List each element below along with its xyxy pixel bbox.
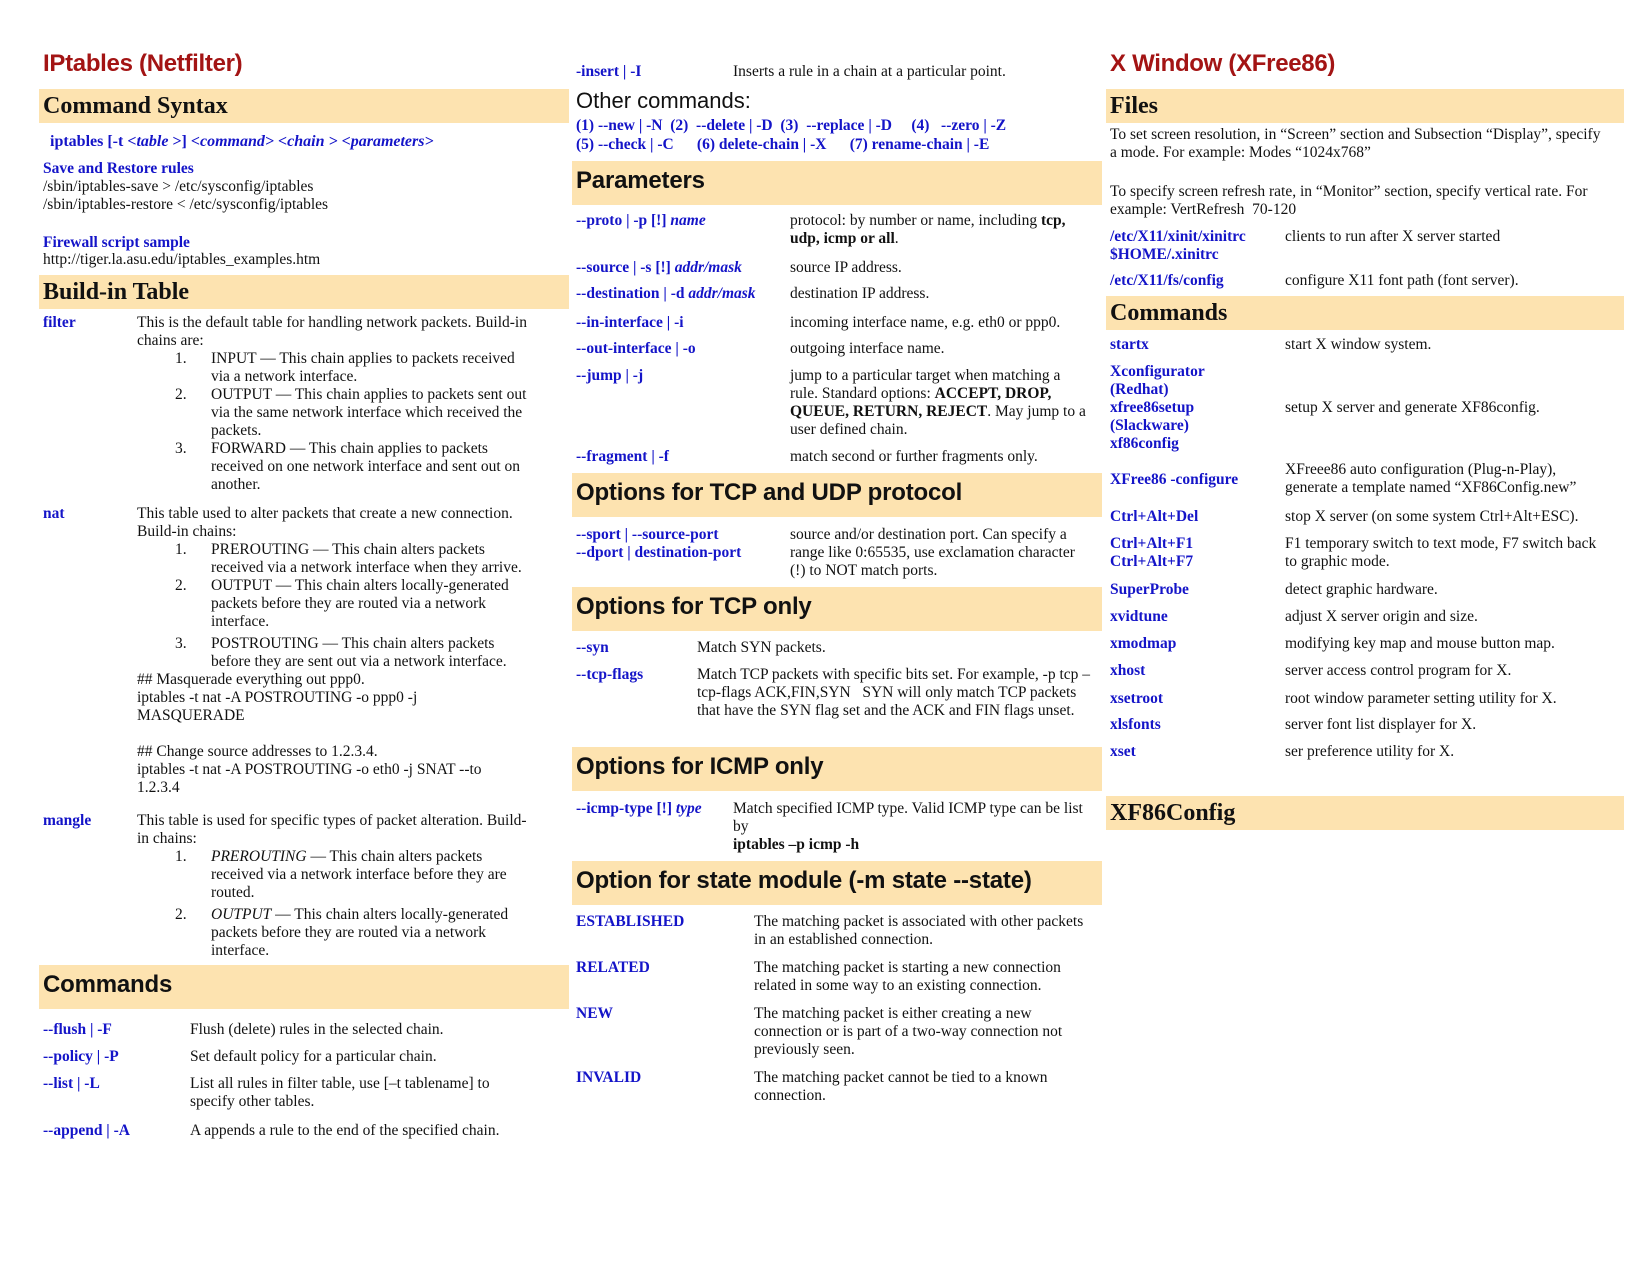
command-key: --flush | -F <box>43 1021 112 1038</box>
list-number: 3. <box>175 440 187 457</box>
xcommand-desc: server access control program for X. <box>1285 662 1512 679</box>
table-key-nat: nat <box>43 505 65 522</box>
option-desc: Match SYN packets. <box>697 639 826 656</box>
option-key-arg: type <box>675 800 702 817</box>
param-desc-bold: ACCEPT, DROP, QUEUE, RETURN, REJECT <box>790 385 1052 420</box>
nat-description <box>137 505 537 797</box>
other-commands-line: (5) --check | -C (6) delete-chain | -X (7) rename-chain | -E <box>576 136 990 153</box>
param-desc-text: protocol: by number or name, including <box>790 212 1041 229</box>
option-key <box>576 800 702 818</box>
mangle-chain-list <box>137 848 537 960</box>
param-key <box>576 285 756 303</box>
xcommand-desc: ser preference utility for X. <box>1285 743 1455 760</box>
chain-text: — This chain alters packets received via a network interface when they arrive. <box>211 541 522 576</box>
param-key-text: --proto | -p [!] <box>576 212 671 229</box>
save-restore-label: Save and Restore rules <box>43 160 194 177</box>
param-desc: match second or further fragments only. <box>790 448 1038 465</box>
command-desc: Set default policy for a particular chain. <box>190 1048 437 1065</box>
nat-example-comment: ## Change source addresses to 1.2.3.4. <box>137 743 378 760</box>
xcommand-desc: root window parameter setting utility for X. <box>1285 690 1557 707</box>
chain-text: — This chain alters locally-generated packets before they are routed via a network interface. <box>211 577 509 630</box>
xcommand-desc: XFreee86 auto configuration (Plug-n-Play), generate a template named “XF86Config.new” <box>1285 461 1577 496</box>
xcommand-desc: setup X server and generate XF86config. <box>1285 399 1540 416</box>
nat-example-comment: ## Masquerade everything out ppp0. <box>137 671 365 688</box>
syntax-part-table: <table <box>127 133 169 150</box>
state-desc: The matching packet is associated with other packets in an established connection. <box>754 913 1084 948</box>
command-key: --policy | -P <box>43 1048 119 1065</box>
param-key: --in-interface | -i <box>576 314 684 331</box>
chain-name: OUTPUT <box>211 386 272 403</box>
param-key: --jump | -j <box>576 367 644 384</box>
filter-description <box>137 314 537 494</box>
param-desc <box>790 367 1090 439</box>
param-desc: destination IP address. <box>790 285 930 302</box>
mangle-description <box>137 812 537 960</box>
list-item <box>137 440 537 494</box>
param-key <box>576 259 742 277</box>
option-desc: source and/or destination port. Can specify a range like 0:65535, use exclamation character (!) to NOT match ports. <box>790 526 1075 579</box>
xcommand-key: xset <box>1110 743 1136 760</box>
option-key-line: --dport | destination-port <box>576 544 742 561</box>
icmp-help-command: iptables –p icmp -h <box>733 836 860 853</box>
xcommand-desc: stop X server (on some system Ctrl+Alt+ESC). <box>1285 508 1579 525</box>
xcommand-key: Xconfigurator (Redhat) xfree86setup (Slackware) xf86config <box>1110 363 1205 452</box>
param-key <box>576 212 706 230</box>
list-item <box>137 541 537 577</box>
firewall-script-url[interactable]: http://tiger.la.asu.edu/iptables_examples.htm <box>43 251 321 268</box>
param-desc-end: . <box>894 230 899 247</box>
option-desc: Match TCP packets with specific bits set. For example, -p tcp –tcp-flags ACK,FIN,SYN SYN will only match TCP packets that have the SYN flag set and the ACK and FIN flags unset. <box>697 666 1091 719</box>
command-syntax-heading: Command Syntax <box>39 89 569 123</box>
xcommand-key: SuperProbe <box>1110 581 1189 598</box>
chain-text: — This chain applies to packets received via a network interface. <box>211 350 515 385</box>
xcommand-key: Ctrl+Alt+F1 Ctrl+Alt+F7 <box>1110 535 1194 570</box>
table-key-filter: filter <box>43 314 76 331</box>
param-desc: outgoing interface name. <box>790 340 945 357</box>
files-paragraph: To set screen resolution, in “Screen” section and Subsection “Display”, specify a mode. For example: Modes “1024x768” <box>1110 126 1601 161</box>
xcommand-desc: F1 temporary switch to text mode, F7 switch back to graphic mode. <box>1285 535 1597 570</box>
xcommand-key: xlsfonts <box>1110 716 1161 733</box>
xwindow-title: X Window (XFree86) <box>1110 50 1336 77</box>
param-key-arg: addr/mask <box>688 285 756 302</box>
chain-name: PREROUTING <box>211 848 307 865</box>
chain-name: INPUT <box>211 350 257 367</box>
xcommand-desc: modifying key map and mouse button map. <box>1285 635 1555 652</box>
commands-heading: Commands <box>39 965 569 1009</box>
xcommand-key: startx <box>1110 336 1149 353</box>
chain-text: — This chain alters packets received via a network interface before they are routed. <box>211 848 507 901</box>
firewall-script-label: Firewall script sample <box>43 234 190 251</box>
param-desc-text: jump to a particular target when matching a rule. Standard options: <box>790 367 1061 402</box>
state-key: INVALID <box>576 1069 642 1086</box>
command-desc: List all rules in filter table, use [–t tablename] to specify other tables. <box>190 1075 490 1110</box>
xf86config-heading: XF86Config <box>1106 796 1624 830</box>
xcommand-key: xsetroot <box>1110 690 1164 707</box>
option-key <box>576 526 741 562</box>
list-number: 1. <box>175 541 187 558</box>
xcommand-key: Ctrl+Alt+Del <box>1110 508 1199 525</box>
list-number: 3. <box>175 635 187 652</box>
syntax-part-chain: <chain > <box>278 133 338 150</box>
mangle-desc-text: This table is used for specific types of packet alteration. Build-in chains: <box>137 812 527 847</box>
param-desc <box>790 212 1090 248</box>
nat-example-command: iptables -t nat -A POSTROUTING -o eth0 -j SNAT --to 1.2.3.4 <box>137 761 482 796</box>
xcommand-desc: adjust X server origin and size. <box>1285 608 1478 625</box>
chain-text: — This chain applies to packets sent out via the same network interface which received the packets. <box>211 386 527 439</box>
list-item <box>137 350 537 386</box>
option-key: --tcp-flags <box>576 666 644 683</box>
parameters-heading: Parameters <box>572 161 1102 205</box>
build-in-table-heading: Build-in Table <box>39 275 569 309</box>
chain-name: POSTROUTING <box>211 635 319 652</box>
command-key: --append | -A <box>43 1122 130 1139</box>
file-desc: configure X11 font path (font server). <box>1285 272 1519 289</box>
list-item <box>137 577 537 631</box>
state-desc: The matching packet is starting a new connection related in some way to an existing connection. <box>754 959 1061 994</box>
other-commands-line: (1) --new | -N (2) --delete | -D (3) --replace | -D (4) --zero | -Z <box>576 117 1007 134</box>
nat-chain-list <box>137 541 537 671</box>
param-key-arg: name <box>670 212 706 229</box>
file-desc: clients to run after X server started <box>1285 228 1501 245</box>
command-key: --list | -L <box>43 1075 100 1092</box>
state-desc: The matching packet cannot be tied to a known connection. <box>754 1069 1048 1104</box>
xcommand-desc: server font list displayer for X. <box>1285 716 1477 733</box>
param-key: --out-interface | -o <box>576 340 696 357</box>
option-desc-text: Match specified ICMP type. Valid ICMP type can be list by <box>733 800 1083 835</box>
list-number: 1. <box>175 350 187 367</box>
command-desc: Flush (delete) rules in the selected chain. <box>190 1021 444 1038</box>
option-key-text: --icmp-type [!] <box>576 800 676 817</box>
option-desc <box>733 800 1095 854</box>
tcp-udp-heading: Options for TCP and UDP protocol <box>572 473 1102 517</box>
save-command: /sbin/iptables-save > /etc/sysconfig/iptables <box>43 178 314 195</box>
command-desc: A appends a rule to the end of the specified chain. <box>190 1122 500 1139</box>
syntax-part: >] <box>168 133 191 150</box>
table-key-mangle: mangle <box>43 812 92 829</box>
file-path: /etc/X11/fs/config <box>1110 272 1224 289</box>
syntax-line <box>50 133 434 151</box>
param-key-text: --source | -s [!] <box>576 259 675 276</box>
filter-desc-text: This is the default table for handling network packets. Build-in chains are: <box>137 314 527 349</box>
xcommand-key: xmodmap <box>1110 635 1177 652</box>
list-number: 2. <box>175 386 187 403</box>
list-item <box>137 386 537 440</box>
syntax-part: iptables [-t <box>50 133 128 150</box>
list-number: 1. <box>175 848 187 865</box>
restore-command: /sbin/iptables-restore < /etc/sysconfig/iptables <box>43 196 329 213</box>
option-key: --syn <box>576 639 609 656</box>
state-desc: The matching packet is either creating a new connection or is part of a two-way connection not previously seen. <box>754 1005 1063 1058</box>
command-key: -insert | -I <box>576 63 642 80</box>
xcommand-desc: start X window system. <box>1285 336 1432 353</box>
param-desc-end: . May jump to a user defined chain. <box>790 403 1086 438</box>
xcommand-key: XFree86 -configure <box>1110 471 1239 488</box>
state-key: ESTABLISHED <box>576 913 685 930</box>
syntax-part-parameters: <parameters> <box>341 133 434 150</box>
iptables-title: IPtables (Netfilter) <box>43 50 243 77</box>
list-number: 2. <box>175 577 187 594</box>
param-key-arg: addr/mask <box>674 259 742 276</box>
option-key-line: --sport | --source-port <box>576 526 719 543</box>
chain-text: — This chain applies to packets received on one network interface and sent out on another. <box>211 440 521 493</box>
tcp-only-heading: Options for TCP only <box>572 587 1102 631</box>
chain-name: PREROUTING <box>211 541 310 558</box>
file-path: /etc/X11/xinit/xinitrc $HOME/.xinitrc <box>1110 228 1246 263</box>
other-commands-heading: Other commands: <box>576 88 751 113</box>
param-desc: incoming interface name, e.g. eth0 or ppp0. <box>790 314 1061 331</box>
state-module-heading: Option for state module (-m state --state) <box>572 861 1102 905</box>
icmp-only-heading: Options for ICMP only <box>572 747 1102 791</box>
files-paragraph: To specify screen refresh rate, in “Monitor” section, specify vertical rate. For example: VertRefresh 70-120 <box>1110 183 1592 218</box>
xcommands-heading: Commands <box>1106 296 1624 330</box>
list-number: 2. <box>175 906 187 923</box>
chain-name: FORWARD <box>211 440 286 457</box>
filter-chain-list <box>137 350 537 494</box>
list-item <box>137 635 537 671</box>
param-desc-bold: tcp, udp, icmp or all <box>790 212 1066 247</box>
xcommand-desc: detect graphic hardware. <box>1285 581 1438 598</box>
state-key: RELATED <box>576 959 650 976</box>
xcommand-key: xvidtune <box>1110 608 1168 625</box>
command-desc: Inserts a rule in a chain at a particular point. <box>733 63 1006 80</box>
chain-name: OUTPUT <box>211 906 272 923</box>
nat-example-command: iptables -t nat -A POSTROUTING -o ppp0 -j MASQUERADE <box>137 689 418 724</box>
chain-name: OUTPUT <box>211 577 272 594</box>
state-key: NEW <box>576 1005 614 1022</box>
chain-text: — This chain alters packets before they are sent out via a network interface. <box>211 635 507 670</box>
list-item <box>137 906 537 960</box>
param-key: --fragment | -f <box>576 448 669 465</box>
nat-desc-text: This table used to alter packets that create a new connection. Build-in chains: <box>137 505 513 540</box>
xcommand-key: xhost <box>1110 662 1146 679</box>
param-desc: source IP address. <box>790 259 902 276</box>
list-item <box>137 848 537 902</box>
param-key-text: --destination | -d <box>576 285 689 302</box>
files-heading: Files <box>1106 89 1624 123</box>
syntax-part-command: <command> <box>190 133 275 150</box>
chain-text: — This chain alters locally-generated packets before they are routed via a network interface. <box>211 906 509 959</box>
